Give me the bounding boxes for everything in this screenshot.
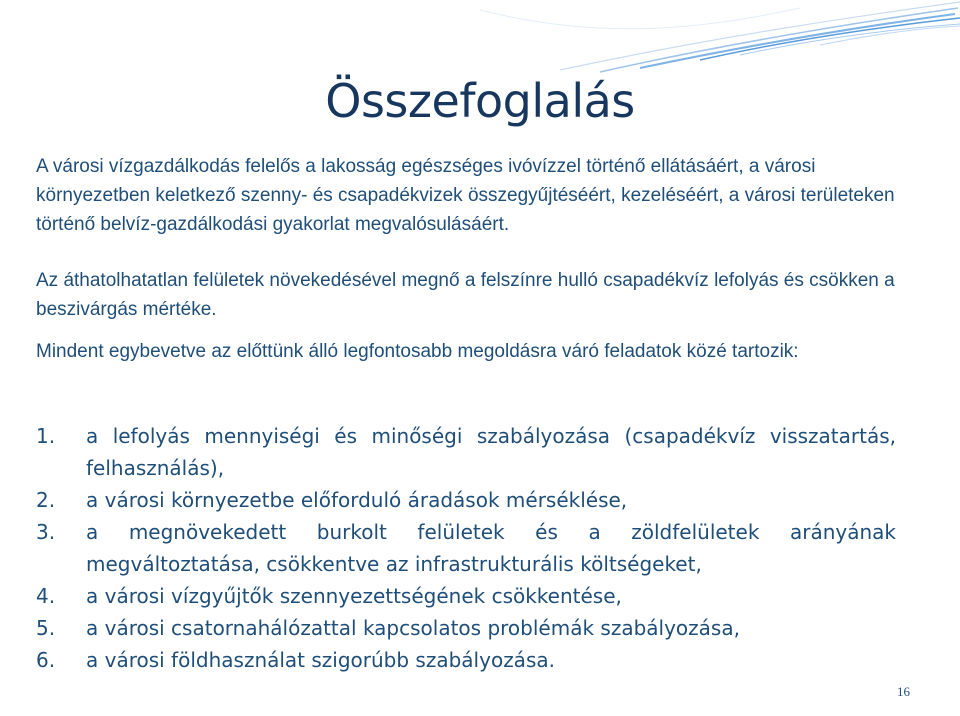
list-item-text: a városi környezetbe előforduló áradások mérséklése, — [86, 488, 628, 512]
list-item — [36, 484, 896, 516]
list-item — [36, 644, 896, 676]
list-item — [36, 516, 896, 580]
intro-paragraph: A városi vízgazdálkodás felelős a lakosság egészséges ivóvízzel történő ellátásáért, a városi környezetben keletkező szenny- és csapadékvizek összegyűjtéséért, kezeléséért, a városi területeken történő belvíz-gazdálkodási gyakorlat megvalósulásáért. — [36, 156, 895, 235]
list-item-text: a városi földhasználat szigorúbb szabályozása. — [86, 648, 555, 672]
list-item-number: 5. — [36, 616, 56, 640]
list-item-text-line: a megnövekedett burkolt felületek és a zöldfelületek arányának — [86, 520, 896, 544]
list-item-number: 1. — [36, 424, 56, 448]
summary-paragraph: Mindent egybevetve az előttünk álló legfontosabb megoldásra váró feladatok közé tartozik: — [36, 341, 799, 362]
list-item — [36, 612, 896, 644]
list-item-text — [86, 420, 896, 484]
list-item-number: 2. — [36, 488, 56, 512]
task-list — [36, 420, 896, 676]
list-item — [36, 580, 896, 612]
list-item-number: 4. — [36, 584, 56, 608]
list-item-number: 3. — [36, 520, 56, 544]
list-item-number: 6. — [36, 648, 56, 672]
list-item — [36, 420, 896, 484]
slide-title: Összefoglalás — [325, 74, 635, 128]
list-item-text — [86, 516, 896, 580]
list-item-text: a városi vízgyűjtők szennyezettségének csökkentése, — [86, 584, 622, 608]
list-item-text-line: a lefolyás mennyiségi és minőségi szabályozása (csapadékvíz visszatartás, — [86, 424, 896, 448]
list-item-text-line: felhasználás), — [86, 456, 225, 480]
list-item-text-line: megváltoztatása, csökkentve az infrastrukturális költségeket, — [86, 552, 702, 576]
runoff-paragraph: Az áthatolhatatlan felületek növekedésével megnő a felszínre hulló csapadékvíz lefolyás és csökken a beszivárgás mértéke. — [36, 270, 895, 320]
page-number: 16 — [897, 684, 910, 699]
list-item-text: a városi csatornahálózattal kapcsolatos problémák szabályozása, — [86, 616, 740, 640]
